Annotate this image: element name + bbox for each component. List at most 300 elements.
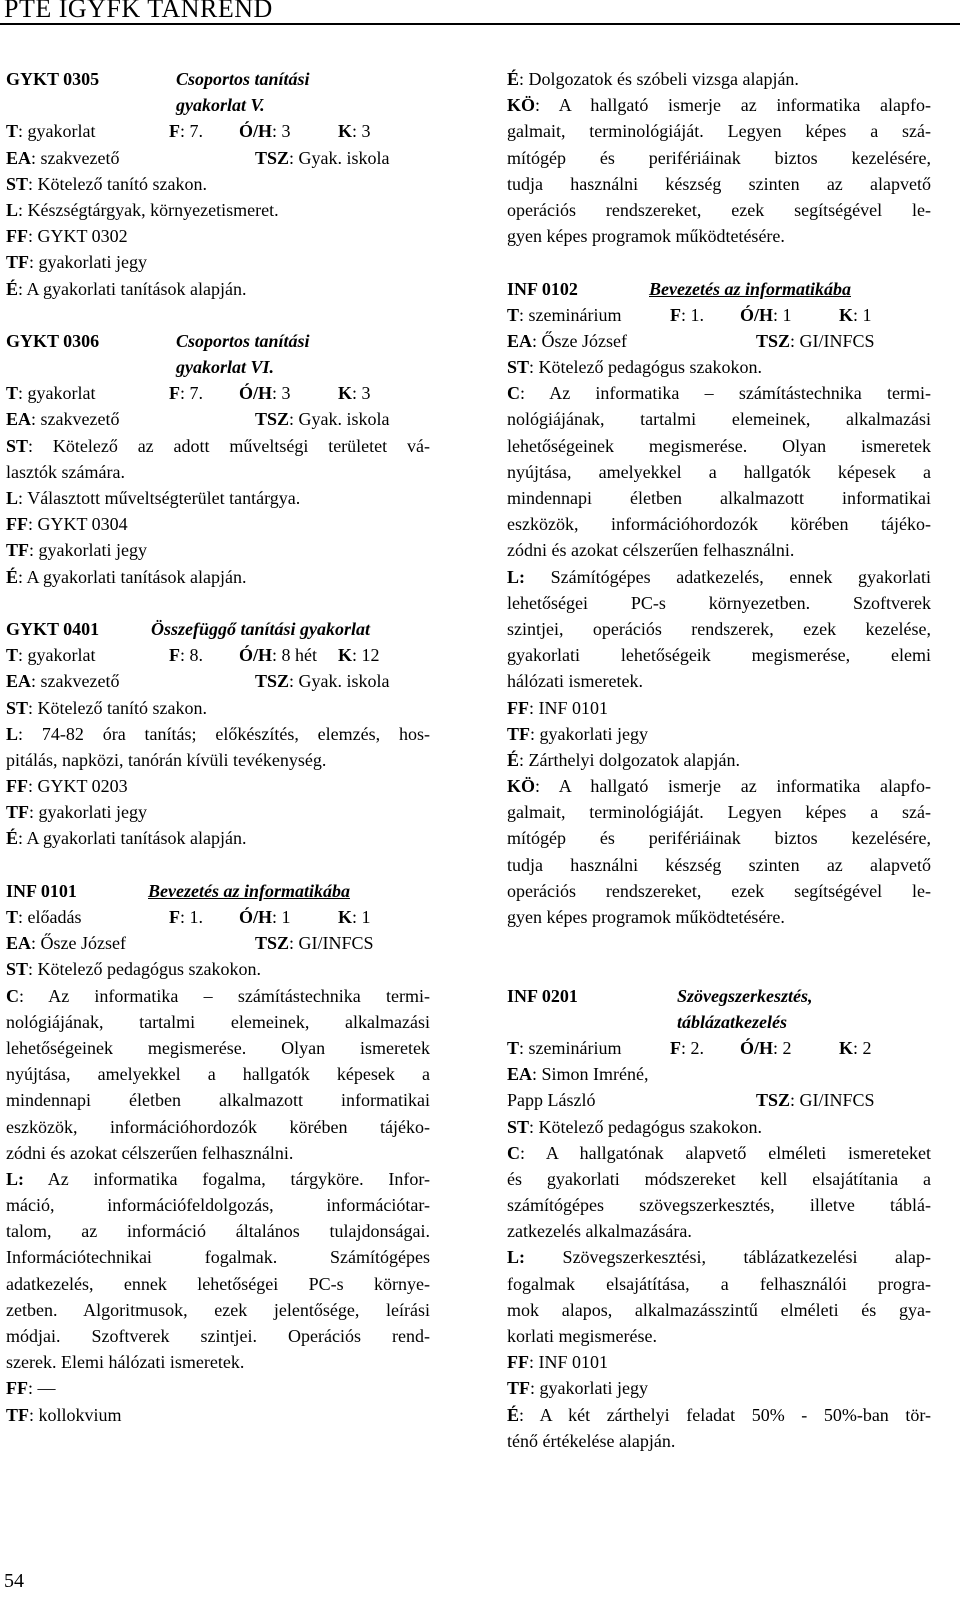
- body-text-line: [6, 1009, 430, 1035]
- meta-tsz: [756, 328, 875, 354]
- body-text-line: [507, 459, 931, 485]
- field-value: : Az informatika – számítástechnika termi-: [19, 985, 430, 1006]
- field-value: : GYKT 0203: [28, 776, 128, 797]
- field-value: : Az informatika – számítástechnika termi-: [520, 383, 931, 404]
- meta-value: : gyakorlat: [18, 383, 96, 404]
- field-text: [507, 1140, 931, 1166]
- meta-value: : szakvezető: [31, 409, 120, 430]
- meta-key: EA: [507, 330, 533, 351]
- field-line: [507, 564, 931, 590]
- course-title: gyakorlat VI.: [176, 357, 275, 378]
- field-value: : Simon Imréné,: [532, 1064, 649, 1085]
- field-key: TF: [6, 540, 30, 561]
- field-key: ST: [507, 357, 530, 378]
- meta-key: F: [169, 121, 180, 142]
- section-gap: [6, 852, 430, 878]
- field-line: [6, 485, 430, 511]
- meta-ó-h: [239, 642, 317, 668]
- body-text: zetben. Algoritmusok, ezek jelentősége, leírási: [6, 1299, 430, 1320]
- meta-value: : szakvezető: [31, 147, 120, 168]
- meta-f: [169, 380, 203, 406]
- body-text: nológiájának, tartalmi elemeinek, alkalmazási: [6, 1011, 430, 1032]
- meta-t: [507, 1035, 622, 1061]
- course-staff-row: [6, 145, 430, 171]
- field-value: : A gyakorlati tanítások alapján.: [18, 828, 247, 849]
- course-title: Bevezetés az informatikába: [148, 880, 350, 901]
- course-code: GYKT 0401: [6, 618, 100, 639]
- field-line: [507, 1402, 931, 1428]
- meta-f: [169, 904, 203, 930]
- field-value: Szövegszerkesztési, táblázatkezelési alap-: [525, 1247, 931, 1268]
- meta-value: : 1.: [180, 907, 204, 927]
- body-text: tudja használni készség szinten az alapvető: [507, 854, 931, 875]
- meta-key: TSZ: [255, 671, 290, 692]
- field-line: [507, 1114, 931, 1140]
- meta-value: : Gyak. iskola: [289, 671, 390, 692]
- course-meta-row: [6, 642, 430, 668]
- body-text-line: [507, 1271, 931, 1297]
- field-key: É: [507, 69, 520, 89]
- field-line: [507, 773, 931, 799]
- meta-key: K: [839, 304, 854, 325]
- body-text: mítógép és perifériáinak biztos kezelésére,: [507, 147, 931, 168]
- body-text-line: [6, 1140, 430, 1166]
- body-text: nológiájának, tartalmi elemeinek, alkalmazási: [507, 409, 931, 430]
- field-value: : Kötelező pedagógus szakokon.: [28, 959, 261, 980]
- body-text: hálózati ismeretek.: [507, 671, 643, 692]
- field-line: [507, 721, 931, 747]
- body-text-line: [6, 1035, 430, 1061]
- meta-key: Ó/H: [239, 121, 273, 142]
- body-text: fogalmak elsajátítása, a felhasználói progra-: [507, 1273, 931, 1294]
- section-gap: [507, 930, 931, 956]
- meta-key: K: [338, 907, 353, 927]
- field-value: : GYKT 0304: [28, 514, 128, 535]
- meta-value: : szeminárium: [519, 1037, 622, 1058]
- meta-tsz: [255, 930, 374, 956]
- body-text-line: [6, 1323, 430, 1349]
- course-meta-row: [6, 380, 430, 406]
- body-text: szerek. Elemi hálózati ismeretek.: [6, 1352, 245, 1373]
- body-text: tudja használni készség szinten az alapvető: [507, 173, 931, 194]
- meta-ea: [6, 406, 119, 432]
- field-text: [507, 92, 931, 118]
- field-value: : 74-82 óra tanítás; előkészítés, elemzés, hos-: [18, 723, 430, 744]
- field-line: [6, 773, 430, 799]
- field-value: : Zárthelyi dolgozatok alapján.: [519, 749, 740, 770]
- body-text: lehetőségeinek megismerése. Olyan ismeretek: [6, 1037, 430, 1058]
- meta-key: T: [507, 1037, 520, 1058]
- field-line: [507, 695, 931, 721]
- course-heading: [6, 878, 430, 904]
- body-text-line: [507, 1297, 931, 1323]
- field-value: Számítógépes adatkezelés, ennek gyakorlati: [525, 566, 931, 587]
- field-key: TF: [6, 802, 30, 823]
- course-code: INF 0101: [6, 880, 77, 901]
- field-key: ST: [507, 1116, 530, 1137]
- meta-value: : 1: [773, 304, 792, 325]
- meta-key: F: [169, 383, 180, 404]
- field-key: EA: [507, 1064, 533, 1085]
- body-text-line: [507, 799, 931, 825]
- field-key: L: [6, 723, 19, 744]
- meta-value: : 7.: [180, 383, 204, 404]
- course-heading: [507, 276, 931, 302]
- meta-value: : 2: [773, 1037, 792, 1058]
- body-text-line: [6, 1087, 430, 1113]
- header-rule: [0, 23, 960, 25]
- meta-key: F: [670, 1037, 681, 1058]
- body-text-line: [507, 1166, 931, 1192]
- field-value: : Dolgozatok és szóbeli vizsga alapján.: [519, 69, 799, 89]
- field-text: [6, 433, 430, 459]
- body-text: módjai. Szoftverek szintjei. Operációs rend-: [6, 1326, 430, 1346]
- course-staff-row: [6, 930, 430, 956]
- meta-value: : 3: [272, 383, 291, 404]
- field-key: FF: [507, 1352, 529, 1373]
- course-title: Összefüggő tanítási gyakorlat: [151, 618, 371, 639]
- meta-ó-h: [239, 380, 291, 406]
- field-value: : —: [28, 1378, 56, 1399]
- body-text-line: [507, 1192, 931, 1218]
- meta-value: : 2: [853, 1037, 872, 1058]
- meta-k: [338, 642, 380, 668]
- course-staff-row: [507, 328, 931, 354]
- body-text-line: [6, 747, 430, 773]
- course-title-continued: [6, 92, 430, 118]
- body-text: mítógép és perifériáinak biztos kezelésére,: [507, 828, 931, 849]
- body-text-line: [507, 145, 931, 171]
- field-line: [507, 380, 931, 406]
- meta-value: : 12: [352, 645, 380, 666]
- meta-value: : 3: [352, 383, 371, 404]
- meta-value: : 1: [352, 907, 371, 927]
- meta-key: EA: [6, 147, 32, 168]
- field-line: [6, 511, 430, 537]
- field-key: ST: [6, 959, 29, 980]
- body-text-line: [507, 1428, 931, 1454]
- meta-key: K: [338, 383, 353, 404]
- field-key: É: [6, 278, 19, 299]
- staff-name: Papp László: [507, 1090, 596, 1111]
- body-text: korlati megismerése.: [507, 1326, 657, 1346]
- page-header-title: PTE IGYFK TANREND: [4, 0, 273, 23]
- field-value: : gyakorlati jegy: [29, 252, 147, 273]
- field-key: FF: [6, 514, 28, 535]
- field-line: [507, 66, 931, 92]
- body-text-line: [507, 118, 931, 144]
- body-text-line: [507, 878, 931, 904]
- body-text-line: [6, 1271, 430, 1297]
- section-gap: [507, 956, 931, 982]
- field-value: : GYKT 0302: [28, 226, 128, 247]
- meta-t: [6, 380, 96, 406]
- body-text: és gyakorlati módszereket kell elsajátítania a: [507, 1168, 931, 1189]
- meta-key: Ó/H: [239, 907, 273, 927]
- field-text: [6, 983, 430, 1009]
- field-key: TF: [6, 1404, 30, 1425]
- meta-value: : 3: [352, 121, 371, 142]
- course-meta-row: [6, 118, 430, 144]
- body-text: talom, az információ általános tulajdonságai.: [6, 1221, 430, 1242]
- meta-key: EA: [6, 409, 32, 430]
- course-title: Bevezetés az informatikába: [649, 278, 851, 299]
- field-line: [6, 695, 430, 721]
- body-text: gyen képes programok működtetésére.: [507, 226, 785, 247]
- field-line: [6, 825, 430, 851]
- meta-key: T: [507, 304, 520, 325]
- body-text-line: [507, 642, 931, 668]
- field-line: [507, 1244, 931, 1270]
- meta-value: : Gyak. iskola: [289, 147, 390, 168]
- meta-value: : gyakorlat: [18, 121, 96, 142]
- body-text: operációs rendszereket, ezek segítségével le-: [507, 199, 931, 220]
- body-text: lehetőségei PC-s környezetben. Szoftverek: [507, 592, 931, 613]
- meta-t: [6, 642, 96, 668]
- body-text: számítógépes szövegszerkesztés, illetve táblá-: [507, 1195, 931, 1216]
- course-meta-row: [507, 1035, 931, 1061]
- field-value: : A gyakorlati tanítások alapján.: [18, 278, 247, 299]
- meta-key: TSZ: [255, 409, 290, 430]
- field-line: [6, 983, 430, 1009]
- meta-key: T: [6, 907, 19, 927]
- body-text-line: [507, 904, 931, 930]
- field-key: KÖ: [507, 95, 536, 116]
- field-text: [507, 564, 931, 590]
- body-text-line: [507, 406, 931, 432]
- field-text: [6, 1166, 430, 1192]
- body-text: zatkezelés alkalmazására.: [507, 1221, 692, 1242]
- course-staff-row: [6, 406, 430, 432]
- field-value: : A két zárthelyi feladat 50% - 50%-ban tör-: [519, 1404, 931, 1425]
- field-key: L:: [507, 566, 525, 587]
- meta-key: EA: [6, 671, 32, 692]
- field-key: L:: [507, 1247, 525, 1268]
- field-value: Az informatika fogalma, tárgyköre. Infor-: [24, 1168, 430, 1189]
- section-gap: [507, 249, 931, 275]
- course-staff-row: [507, 1087, 931, 1113]
- body-text-line: [507, 511, 931, 537]
- meta-k: [839, 302, 872, 328]
- field-value: : A gyakorlati tanítások alapján.: [18, 566, 247, 587]
- meta-key: K: [338, 121, 353, 142]
- body-text: mok alapos, alkalmazásszintű elméleti és gya-: [507, 1299, 931, 1320]
- field-value: : A hallgató ismerje az informatika alapfo-: [535, 95, 931, 116]
- field-line: [6, 433, 430, 459]
- body-text: pitálás, napközi, tanórán kívüli tevékenység.: [6, 749, 327, 770]
- body-text-line: [507, 197, 931, 223]
- meta-value: : 8.: [180, 645, 204, 666]
- meta-value: : gyakorlat: [18, 645, 96, 666]
- field-value: : Kötelező pedagógus szakokon.: [529, 357, 762, 378]
- field-value: : INF 0101: [529, 1352, 609, 1373]
- field-line: [507, 1349, 931, 1375]
- meta-value: : 1: [853, 304, 872, 325]
- field-key: FF: [6, 776, 28, 797]
- body-text: gyakorlati lehetőségeik megismerése, elemi: [507, 645, 931, 666]
- field-line: [6, 276, 430, 302]
- field-key: FF: [507, 697, 529, 718]
- body-text: Információtechnikai fogalmak. Számítógépes: [6, 1247, 430, 1268]
- meta-value: : 3: [272, 121, 291, 142]
- course-meta-row: [6, 904, 430, 930]
- body-text-line: [6, 1061, 430, 1087]
- meta-t: [6, 904, 82, 930]
- field-line: [6, 537, 430, 563]
- meta-value: : 7.: [180, 121, 204, 142]
- field-line: [6, 197, 430, 223]
- meta-key: TSZ: [255, 933, 290, 954]
- meta-key: K: [839, 1037, 854, 1058]
- field-key: FF: [6, 1378, 28, 1399]
- field-line: [6, 1375, 430, 1401]
- meta-ó-h: [740, 1035, 792, 1061]
- meta-t: [507, 302, 622, 328]
- body-text-line: [507, 1218, 931, 1244]
- body-text-line: [6, 459, 430, 485]
- meta-tsz: [255, 668, 390, 694]
- meta-value: : 1.: [681, 304, 705, 325]
- body-text-line: [507, 1323, 931, 1349]
- body-text: zódni és azokat célszerűen felhasználni.: [507, 540, 795, 561]
- meta-key: Ó/H: [239, 383, 273, 404]
- course-heading: [507, 983, 931, 1009]
- meta-key: TSZ: [756, 330, 791, 351]
- field-key: É: [507, 1404, 520, 1425]
- course-heading: [6, 328, 430, 354]
- meta-ea: [507, 328, 627, 354]
- field-line: [6, 564, 430, 590]
- meta-key: T: [6, 645, 19, 666]
- field-text: [6, 721, 430, 747]
- meta-key: K: [338, 645, 353, 666]
- field-value: : gyakorlati jegy: [530, 723, 648, 744]
- meta-k: [338, 904, 371, 930]
- field-key: C: [507, 383, 520, 404]
- field-line: [507, 1061, 931, 1087]
- meta-ó-h: [740, 302, 792, 328]
- field-value: : Kötelező tanító szakon.: [28, 173, 207, 194]
- meta-value: : 8 hét: [272, 645, 318, 666]
- body-text: eszközök, információhordozók körében tájéko-: [6, 1116, 430, 1137]
- course-title: gyakorlat V.: [176, 95, 265, 116]
- body-text: lasztók számára.: [6, 461, 125, 482]
- field-line: [6, 1402, 430, 1428]
- field-value: : Kötelező az adott műveltségi területet vá-: [28, 435, 430, 456]
- field-key: C: [6, 985, 19, 1006]
- body-text: galmait, terminológiáját. Legyen képes a szá-: [507, 802, 931, 823]
- course-code: INF 0201: [507, 985, 578, 1006]
- meta-value: : GI/INFCS: [289, 933, 374, 954]
- field-value: : Készségtárgyak, környezetismeret.: [18, 199, 279, 220]
- field-line: [6, 956, 430, 982]
- field-value: : gyakorlati jegy: [29, 802, 147, 823]
- body-text: nyújtása, amelyekkel a hallgatók képesek a: [507, 461, 931, 482]
- meta-tsz: [255, 406, 390, 432]
- course-staff-row: [6, 668, 430, 694]
- meta-f: [169, 642, 203, 668]
- body-text-line: [507, 616, 931, 642]
- field-text: [507, 1244, 931, 1270]
- field-value: : kollokvium: [29, 1404, 122, 1425]
- meta-value: : szakvezető: [31, 671, 120, 692]
- body-text-line: [507, 223, 931, 249]
- body-text-line: [507, 485, 931, 511]
- meta-value: : szeminárium: [519, 304, 622, 325]
- meta-value: : GI/INFCS: [790, 1090, 875, 1111]
- body-text-line: [507, 433, 931, 459]
- field-value: : Kötelező tanító szakon.: [28, 697, 207, 718]
- field-line: [6, 223, 430, 249]
- meta-key: F: [169, 907, 180, 927]
- body-text-line: [507, 590, 931, 616]
- field-text: [507, 773, 931, 799]
- field-key: KÖ: [507, 776, 536, 797]
- course-title: Csoportos tanítási: [176, 69, 310, 89]
- body-text-line: [6, 1297, 430, 1323]
- body-text: mindennapi életben alkalmazott informatikai: [6, 1090, 430, 1111]
- body-text: galmait, terminológiáját. Legyen képes a szá-: [507, 121, 931, 142]
- meta-value: : 1: [272, 907, 291, 927]
- meta-value: : Gyak. iskola: [289, 409, 390, 430]
- meta-key: T: [6, 383, 19, 404]
- field-line: [507, 1140, 931, 1166]
- course-title-continued: [507, 1009, 931, 1035]
- field-line: [6, 171, 430, 197]
- field-key: É: [6, 828, 19, 849]
- meta-ó-h: [239, 118, 291, 144]
- field-line: [6, 799, 430, 825]
- meta-value: : Ősze József: [31, 933, 126, 954]
- meta-key: T: [6, 121, 19, 142]
- field-value: : INF 0101: [529, 697, 609, 718]
- field-key: L:: [6, 1168, 24, 1189]
- page-number: 54: [4, 1570, 24, 1592]
- field-line: [6, 721, 430, 747]
- meta-ea: [6, 668, 119, 694]
- field-value: : gyakorlati jegy: [29, 540, 147, 561]
- body-text: eszközök, információhordozók körében tájéko-: [507, 514, 931, 535]
- section-gap: [6, 590, 430, 616]
- meta-key: Ó/H: [740, 304, 774, 325]
- meta-key: EA: [6, 933, 32, 954]
- field-key: ST: [6, 435, 29, 456]
- meta-key: Ó/H: [239, 645, 273, 666]
- body-text: gyen képes programok működtetésére.: [507, 907, 785, 927]
- course-title: táblázatkezelés: [677, 1011, 787, 1032]
- field-key: É: [6, 566, 19, 587]
- course-meta-row: [507, 302, 931, 328]
- field-key: ST: [6, 697, 29, 718]
- meta-k: [839, 1035, 872, 1061]
- field-line: [507, 1375, 931, 1401]
- field-key: TF: [507, 1378, 531, 1399]
- field-key: É: [507, 749, 520, 770]
- field-key: L: [6, 199, 19, 220]
- body-text: nyújtása, amelyekkel a hallgatók képesek a: [6, 1064, 430, 1085]
- course-code: GYKT 0305: [6, 69, 100, 89]
- field-value: : Választott műveltségterület tantárgya.: [18, 488, 301, 508]
- meta-f: [670, 302, 704, 328]
- body-text: szintjei, operációs rendszerek, ezek kezelése,: [507, 618, 931, 639]
- left-column: [6, 66, 430, 1428]
- field-key: C: [507, 1142, 520, 1163]
- meta-f: [670, 1035, 704, 1061]
- body-text: máció, információfeldolgozás, információtar-: [6, 1195, 430, 1216]
- field-text: [507, 380, 931, 406]
- field-line: [507, 747, 931, 773]
- field-key: FF: [6, 226, 28, 247]
